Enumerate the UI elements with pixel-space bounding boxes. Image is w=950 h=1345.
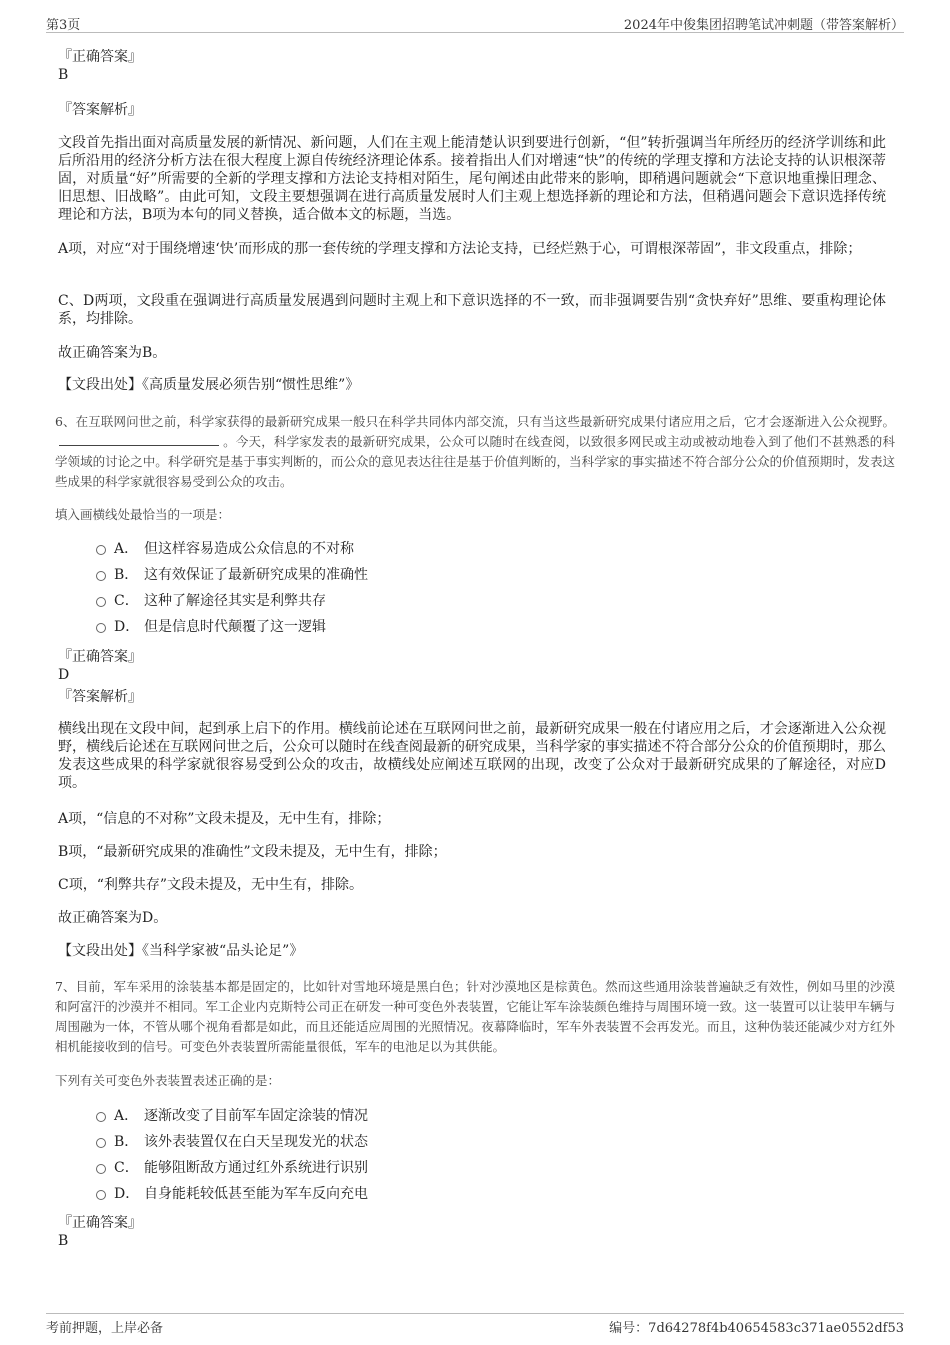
page-header xyxy=(46,14,904,33)
analysis-paragraph: A项，“信息的不对称”文段未提及，无中生有，排除； xyxy=(58,811,391,827)
option-key: A． xyxy=(114,1108,139,1124)
question-stem xyxy=(55,412,895,492)
radio-button[interactable] xyxy=(96,623,106,633)
fill-in-blank-line xyxy=(59,433,219,446)
option-text: 这种了解途径其实是利弊共存 xyxy=(144,593,326,609)
answer-value: B xyxy=(58,1233,69,1249)
analysis-conclusion: 故正确答案为B。 xyxy=(58,345,167,361)
option-text: 但是信息时代颠覆了这一逻辑 xyxy=(144,619,326,635)
analysis-conclusion: 故正确答案为D。 xyxy=(58,910,168,926)
radio-button[interactable] xyxy=(96,571,106,581)
option-text: 但这样容易造成公众信息的不对称 xyxy=(144,541,354,557)
radio-button[interactable] xyxy=(96,1164,106,1174)
option-key: B． xyxy=(114,567,139,583)
document-code: 编号：7d64278f4b40654583c371ae0552df53 xyxy=(609,1321,904,1336)
question-stem-before-blank: 6、在互联网问世之前，科学家获得的最新研究成果一般只在科学共同体内部交流，只有当这些最新研究成果付诸应用之后，它才会逐渐进入公众视野。 xyxy=(55,414,895,429)
radio-button[interactable] xyxy=(96,597,106,607)
answer-value: D xyxy=(58,667,70,683)
analysis-label: 『答案解析』 xyxy=(58,102,142,118)
page-number: 第3页 xyxy=(46,18,81,33)
analysis-paragraph: A项，对应“对于围绕增速‘快’而形成的那一套传统的学理支撑和方法论支持，已经烂熟于心，可谓根深蒂固”，非文段重点，排除； xyxy=(58,241,862,257)
question-prompt: 下列有关可变色外表装置表述正确的是： xyxy=(55,1073,281,1088)
analysis-paragraph: 横线出现在文段中间，起到承上启下的作用。横线前论述在互联网问世之前，最新研究成果一般在付诸应用之后，才会逐渐进入公众视野，横线后论述在互联网问世之后，公众可以随时在线查阅最新的研究成果，当科学家的事实描述不符合部分公众的价值预期时，那么发表这些成果的科学家就很容易受到公众的攻击，故横线处应阐述互联网的出现，改变了公众对于最新研究成果的了解途径，对应D项。 xyxy=(58,721,886,791)
analysis-paragraph: 文段首先指出面对高质量发展的新情况、新问题，人们在主观上能清楚认识到要进行创新，“但”转折强调当年所经历的经济学训练和此后所沿用的经济分析方法在很大程度上源自传统经济理论体系。接着指出人们对增速“快”的传统的学理支撑和方法论支持的认识根深蒂固，对质量“好”所需要的全新的学理支撑和方法论支持相对陌生，尾句阐述由此带来的影响，即稍遇问题就会“下意识地重操旧理念、旧思想、旧战略”。由此可知，文段主要想强调在进行高质量发展时人们主观上想选择新的理论和方法，但稍遇问题会下意识选择传统理论和方法，B项为本句的同义替换，适合做本文的标题，当选。 xyxy=(58,135,886,223)
option-text: 这有效保证了最新研究成果的准确性 xyxy=(144,567,368,583)
analysis-paragraph: C、D两项，文段重在强调进行高质量发展遇到问题时主观上和下意识选择的不一致，而非强调要告别“贪快弃好”思维、要重构理论体系，均排除。 xyxy=(58,293,886,327)
option-key: D． xyxy=(114,619,140,635)
option-text: 该外表装置仅在白天呈现发光的状态 xyxy=(144,1134,368,1150)
answer-label: 『正确答案』 xyxy=(58,49,142,65)
passage-source: 【文段出处】《当科学家被“品头论足”》 xyxy=(58,943,304,959)
answer-label: 『正确答案』 xyxy=(58,649,142,665)
radio-button[interactable] xyxy=(96,545,106,555)
option-key: A． xyxy=(114,541,139,557)
option-key: D． xyxy=(114,1186,140,1202)
passage-source: 【文段出处】《高质量发展必须告别“惯性思维”》 xyxy=(58,377,360,393)
analysis-paragraph: C项，“利弊共存”文段未提及，无中生有，排除。 xyxy=(58,877,364,893)
question-prompt: 填入画横线处最恰当的一项是： xyxy=(55,507,231,522)
footer-slogan: 考前押题，上岸必备 xyxy=(46,1321,164,1336)
option-text: 逐渐改变了目前军车固定涂装的情况 xyxy=(144,1108,368,1124)
option-key: B． xyxy=(114,1134,139,1150)
answer-value: B xyxy=(58,67,69,83)
radio-button[interactable] xyxy=(96,1190,106,1200)
option-key: C． xyxy=(114,593,139,609)
question-stem: 7、目前，军车采用的涂装基本都是固定的，比如针对雪地环境是黑白色；针对沙漠地区是棕黄色。然而这些通用涂装普遍缺乏有效性，例如马里的沙漠和阿富汗的沙漠并不相同。军工企业内克斯特公司正在研发一种可变色外表装置，它能让军车涂装颜色维持与周围环境一致。这一装置可以让装甲车辆与周围融为一体，不管从哪个视角看都是如此，而且还能适应周围的光照情况。夜幕降临时，军车外表装置不会再发光。而且，这种伪装还能减少对方红外相机能接收到的信号。可变色外表装置所需能量很低，军车的电池足以为其供能。 xyxy=(55,979,895,1054)
analysis-paragraph: B项，“最新研究成果的准确性”文段未提及，无中生有，排除； xyxy=(58,844,447,860)
question-stem-after-blank: 。今天，科学家发表的最新研究成果，公众可以随时在线查阅，以致很多网民或主动或被动地卷入到了他们不甚熟悉的科学领域的讨论之中。科学研究是基于事实判断的，而公众的意见表达往往是基于价值判断的，当科学家的事实描述不符合部分公众的价值预期时，发表这些成果的科学家就很容易受到公众的攻击。 xyxy=(55,434,895,489)
radio-button[interactable] xyxy=(96,1138,106,1148)
option-text: 能够阻断敌方通过红外系统进行识别 xyxy=(144,1160,368,1176)
page-footer xyxy=(46,1313,904,1336)
option-text: 自身能耗较低甚至能为军车反向充电 xyxy=(144,1186,368,1202)
analysis-label: 『答案解析』 xyxy=(58,689,142,705)
radio-button[interactable] xyxy=(96,1112,106,1122)
document-title: 2024年中俊集团招聘笔试冲刺题（带答案解析） xyxy=(623,18,904,33)
option-key: C． xyxy=(114,1160,139,1176)
answer-label: 『正确答案』 xyxy=(58,1215,142,1231)
